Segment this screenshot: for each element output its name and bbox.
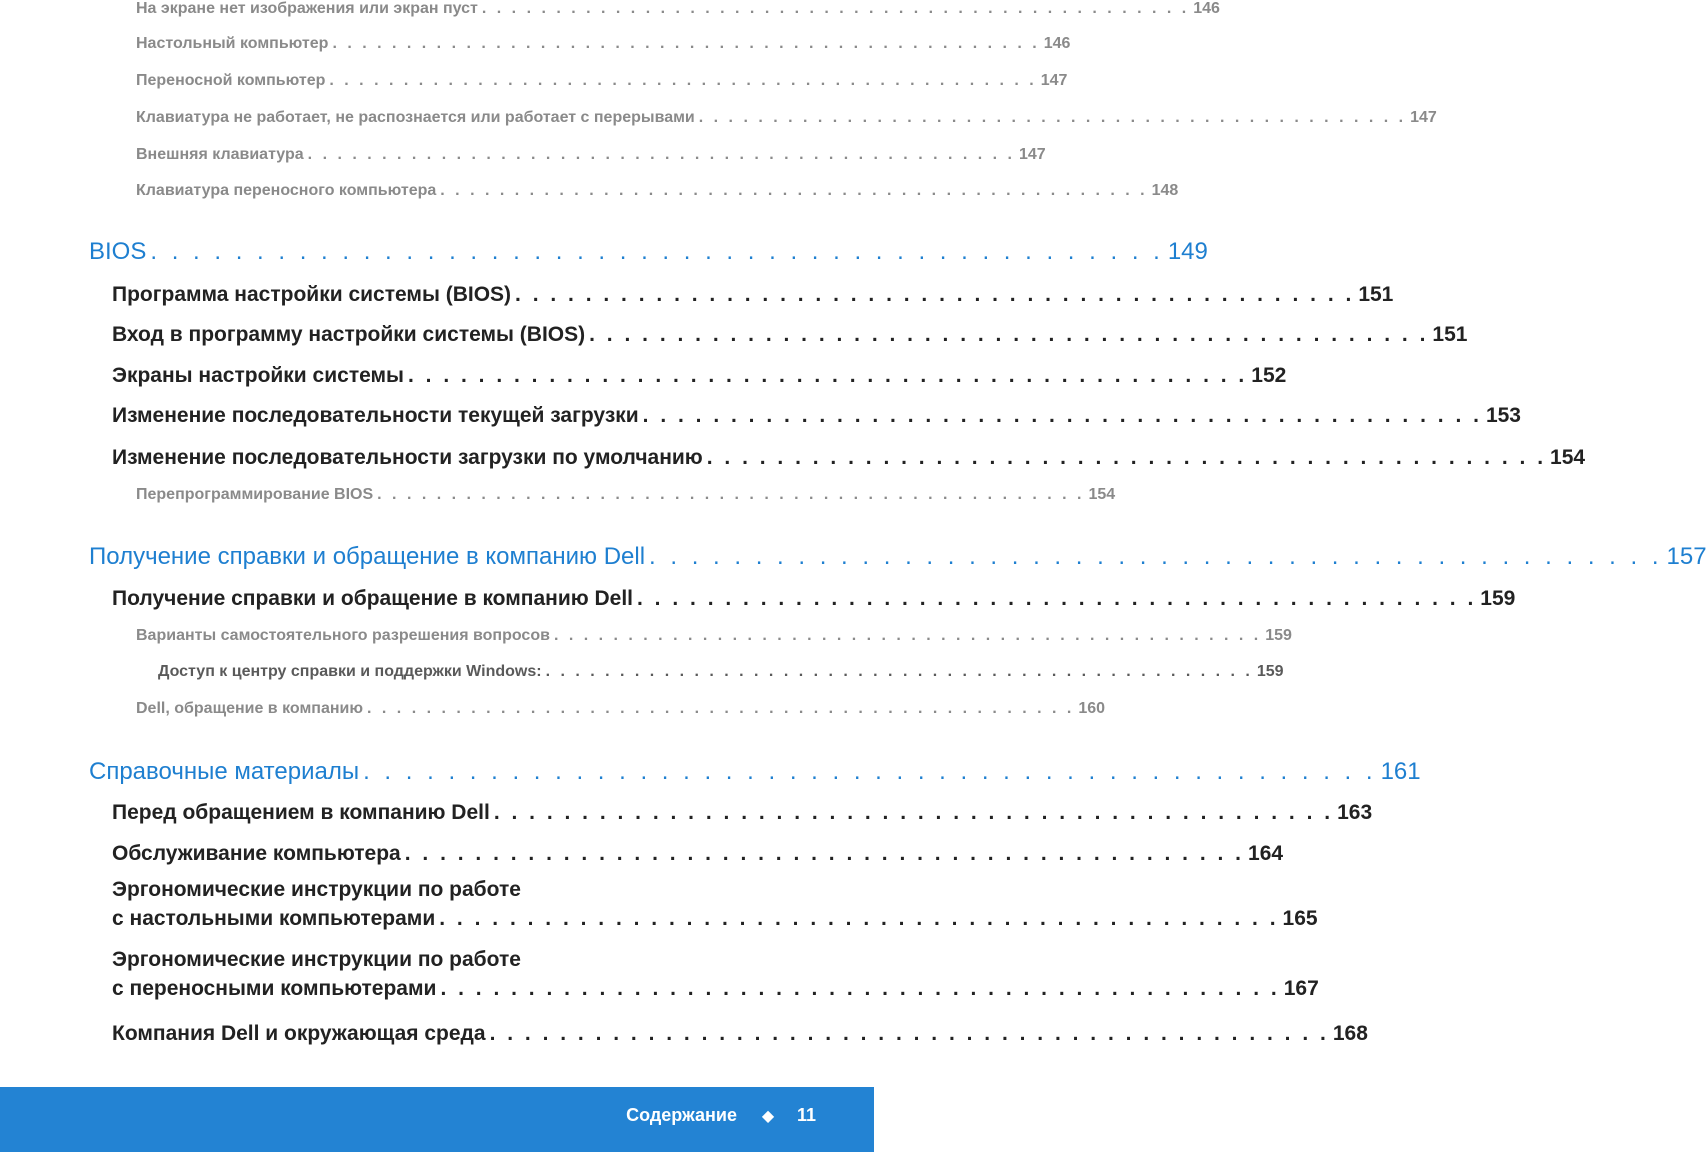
- dot-leader: . . . . . . . . . . . . . . . . . . . . . . . . . . . . . . . . . . . . . . . . . . . . . . . .: [307, 146, 1015, 163]
- toc-chapter[interactable]: [89, 543, 1707, 571]
- toc-section[interactable]: [112, 404, 1521, 428]
- toc-section[interactable]: [112, 1022, 1368, 1046]
- dot-leader: . . . . . . . . . . . . . . . . . . . . . . . . . . . . . . . . . . . . . . . . . . . . . . . .: [440, 182, 1148, 199]
- toc-entry-page: 147: [1040, 72, 1068, 89]
- toc-entry[interactable]: [136, 109, 1437, 127]
- toc-chapter-page: 157: [1666, 543, 1707, 570]
- toc-section-title: Изменение последовательности текущей загрузки: [112, 404, 639, 427]
- toc-section-page: 151: [1358, 283, 1394, 306]
- toc-entry-title: На экране нет изображения или экран пуст: [136, 0, 478, 17]
- toc-entry-title: Клавиатура не работает, не распознается или работает с перерывами: [136, 109, 695, 126]
- toc-entry-page: 148: [1151, 182, 1179, 199]
- toc-section-page: 167: [1283, 977, 1319, 1000]
- toc-section[interactable]: [112, 878, 1318, 931]
- dot-leader: . . . . . . . . . . . . . . . . . . . . . . . . . . . . . . . . . . . . . . . . . . . . . . . .: [642, 404, 1482, 427]
- toc-section-page: 153: [1485, 404, 1521, 427]
- dot-leader: . . . . . . . . . . . . . . . . . . . . . . . . . . . . . . . . . . . . . . . . . . . . . . . .: [481, 0, 1190, 17]
- toc-section[interactable]: [112, 587, 1516, 611]
- dot-leader: . . . . . . . . . . . . . . . . . . . . . . . . . . . . . . . . . . . . . . . . . . . . . . . .: [698, 109, 1407, 126]
- toc-section-page: 152: [1251, 364, 1287, 387]
- toc-chapter-page: 161: [1380, 758, 1421, 785]
- toc-section-title: с переносными компьютерами: [112, 977, 437, 1000]
- toc-chapter-title: Получение справки и обращение в компанию Dell: [89, 543, 646, 570]
- dot-leader: . . . . . . . . . . . . . . . . . . . . . . . . . . . . . . . . . . . . . . . . . . . . . . . .: [589, 323, 1429, 346]
- dot-leader: . . . . . . . . . . . . . . . . . . . . . . . . . . . . . . . . . . . . . . . . . . . . . . . .: [515, 283, 1355, 306]
- toc-section-page: 151: [1432, 323, 1468, 346]
- toc-chapter-title: Справочные материалы: [89, 758, 360, 785]
- toc-entry-title: Клавиатура переносного компьютера: [136, 182, 437, 199]
- toc-section[interactable]: [112, 948, 1319, 1001]
- dot-leader: . . . . . . . . . . . . . . . . . . . . . . . . . . . . . . . . . . . . . . . . . . . . . . . .: [545, 663, 1253, 680]
- toc-section-title: Программа настройки системы (BIOS): [112, 283, 512, 306]
- toc-entry-page: 146: [1043, 35, 1071, 52]
- toc-section-title: Эргономические инструкции по работе: [112, 948, 521, 971]
- toc-entry[interactable]: [136, 486, 1116, 504]
- dot-leader: . . . . . . . . . . . . . . . . . . . . . . . . . . . . . . . . . . . . . . . . . . . . . . . .: [363, 758, 1377, 785]
- toc-section-page: 154: [1550, 446, 1586, 469]
- toc-entry[interactable]: [158, 663, 1284, 681]
- toc-section-title: Перед обращением в компанию Dell: [112, 801, 490, 824]
- toc-entry-title: Доступ к центру справки и поддержки Windows:: [158, 663, 542, 680]
- toc-entry-title: Настольный компьютер: [136, 35, 329, 52]
- footer-section-label: Содержание: [626, 1105, 737, 1125]
- toc-entry-title: Перепрограммирование BIOS: [136, 486, 374, 503]
- toc-section[interactable]: [112, 801, 1373, 825]
- dot-leader: . . . . . . . . . . . . . . . . . . . . . . . . . . . . . . . . . . . . . . . . . . . . . . . .: [489, 1022, 1329, 1045]
- toc-entry[interactable]: [136, 182, 1179, 200]
- toc-entry-title: Внешняя клавиатура: [136, 146, 304, 163]
- toc-entry[interactable]: [136, 700, 1106, 718]
- toc-section[interactable]: [112, 364, 1287, 388]
- dot-leader: . . . . . . . . . . . . . . . . . . . . . . . . . . . . . . . . . . . . . . . . . . . . . . . .: [637, 587, 1477, 610]
- toc-section-title: Получение справки и обращение в компанию Dell: [112, 587, 634, 610]
- dot-leader: . . . . . . . . . . . . . . . . . . . . . . . . . . . . . . . . . . . . . . . . . . . . . . . .: [404, 842, 1245, 865]
- dot-leader: . . . . . . . . . . . . . . . . . . . . . . . . . . . . . . . . . . . . . . . . . . . . . . . .: [367, 700, 1075, 717]
- toc-entry[interactable]: [136, 72, 1068, 90]
- dot-leader: . . . . . . . . . . . . . . . . . . . . . . . . . . . . . . . . . . . . . . . . . . . . . . . .: [150, 238, 1164, 265]
- toc-entry-title: Переносной компьютер: [136, 72, 326, 89]
- toc-entry[interactable]: [136, 627, 1292, 645]
- dot-leader: . . . . . . . . . . . . . . . . . . . . . . . . . . . . . . . . . . . . . . . . . . . . . . . .: [329, 72, 1037, 89]
- dot-leader: . . . . . . . . . . . . . . . . . . . . . . . . . . . . . . . . . . . . . . . . . . . . . . . .: [493, 801, 1334, 824]
- toc-entry-page: 147: [1410, 109, 1437, 126]
- toc-entry[interactable]: [136, 0, 1220, 18]
- toc-entry-page: 146: [1193, 0, 1220, 17]
- toc-entry-page: 159: [1256, 663, 1284, 680]
- dot-leader: . . . . . . . . . . . . . . . . . . . . . . . . . . . . . . . . . . . . . . . . . . . . . . . .: [439, 907, 1279, 930]
- toc-chapter[interactable]: [89, 238, 1208, 266]
- toc-section-title: с настольными компьютерами: [112, 907, 436, 930]
- toc-section-title: Изменение последовательности загрузки по умолчанию: [112, 446, 703, 469]
- toc-section-title: Обслуживание компьютера: [112, 842, 401, 865]
- toc-entry-page: 154: [1088, 486, 1116, 503]
- dot-leader: . . . . . . . . . . . . . . . . . . . . . . . . . . . . . . . . . . . . . . . . . . . . . . . .: [440, 977, 1280, 1000]
- toc-entry[interactable]: [136, 146, 1046, 164]
- toc-entry-title: Dell, обращение в компанию: [136, 700, 364, 717]
- toc-chapter-title: BIOS: [89, 238, 147, 265]
- dot-leader: . . . . . . . . . . . . . . . . . . . . . . . . . . . . . . . . . . . . . . . . . . . . . . . .: [706, 446, 1547, 469]
- dot-leader: . . . . . . . . . . . . . . . . . . . . . . . . . . . . . . . . . . . . . . . . . . . . . . . .: [332, 35, 1040, 52]
- dot-leader: . . . . . . . . . . . . . . . . . . . . . . . . . . . . . . . . . . . . . . . . . . . . . . . .: [553, 627, 1262, 644]
- toc-section-page: 165: [1282, 907, 1318, 930]
- dot-leader: . . . . . . . . . . . . . . . . . . . . . . . . . . . . . . . . . . . . . . . . . . . . . . . .: [407, 364, 1248, 387]
- toc-section[interactable]: [112, 323, 1468, 347]
- toc-section[interactable]: [112, 446, 1586, 470]
- toc-section-title: Вход в программу настройки системы (BIOS): [112, 323, 586, 346]
- toc-entry-page: 159: [1265, 627, 1292, 644]
- toc-entry-title: Варианты самостоятельного разрешения вопросов: [136, 627, 550, 644]
- page-footer: [0, 1087, 874, 1152]
- toc-section-title: Экраны настройки системы: [112, 364, 404, 387]
- toc-entry-page: 147: [1018, 146, 1046, 163]
- toc-section[interactable]: [112, 842, 1284, 866]
- toc-section-title: Эргономические инструкции по работе: [112, 878, 521, 901]
- toc-chapter-page: 149: [1167, 238, 1208, 265]
- dot-leader: . . . . . . . . . . . . . . . . . . . . . . . . . . . . . . . . . . . . . . . . . . . . . . . .: [649, 543, 1663, 570]
- toc-chapter[interactable]: [89, 758, 1421, 786]
- toc-section-page: 159: [1480, 587, 1516, 610]
- diamond-icon: ◆: [761, 1108, 775, 1125]
- toc-section[interactable]: [112, 283, 1394, 307]
- toc-entry[interactable]: [136, 35, 1071, 53]
- toc-section-page: 168: [1332, 1022, 1368, 1045]
- dot-leader: . . . . . . . . . . . . . . . . . . . . . . . . . . . . . . . . . . . . . . . . . . . . . . . .: [377, 486, 1085, 503]
- footer-page-number: 11: [796, 1105, 816, 1125]
- toc-section-page: 163: [1337, 801, 1373, 824]
- toc-section-title: Компания Dell и окружающая среда: [112, 1022, 486, 1045]
- toc-section-page: 164: [1248, 842, 1284, 865]
- toc-entry-page: 160: [1078, 700, 1106, 717]
